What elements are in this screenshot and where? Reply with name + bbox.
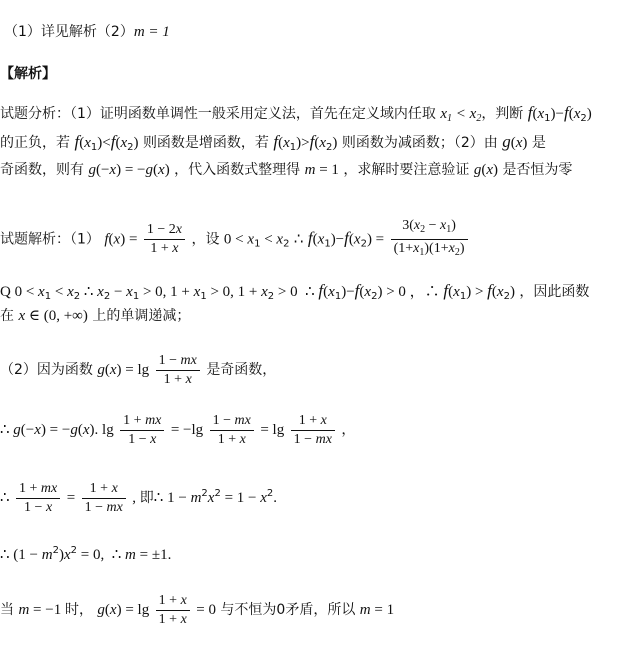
- solution-part2-line-2: ∴ g(−x) = −g(x). lg $\frac{1 + mx}{1 - x}$ = −lg $\frac{1 - mx}{1 + x}$ = lg $\frac{1 + x}{1 - mx}$ ，: [0, 412, 356, 447]
- answer-line: [4, 22, 170, 42]
- fraction: $\frac{1 - mx}{1 + x}$: [210, 413, 254, 448]
- fraction: $\frac{1 + x}{1 - mx}$: [291, 413, 335, 448]
- solution-line-2: Q $0 < x_1 < x_2$ ∴ $x_2 - x_1 > 0$, $1 + x_1 > 0$, $1 + x_2 > 0$ ∴ $f(x_1)-f(x_2) > 0$ ，∴ $f(x_1) > f(x_2)$ ，因此函数: [0, 281, 590, 302]
- solution-line-3: 在 x ∈ (0, +∞) 上的单调递减；: [0, 308, 191, 324]
- fraction: $\frac{1 - 2x}{1 + x}$: [144, 222, 185, 257]
- solution-part2-line-1: （2）因为函数 g(x) = lg $\frac{1 - mx}{1 + x}$ 是奇函数，: [0, 352, 277, 387]
- analysis-line-3: 奇函数，则有 g(−x) = −g(x) ，代入函数式整理得 m = 1 ，求解时要注意验证 g(x) 是否恒为零: [0, 162, 573, 178]
- solution-part2-line-4: ∴ $(1 - m^2)x^2 = 0$, ∴ m = ±1.: [0, 545, 172, 563]
- fraction: $\frac{1 - mx}{1 + x}$: [156, 353, 200, 388]
- answer-math: m = 1: [133, 24, 170, 40]
- answer-part1: （1）详见解析（2）: [4, 24, 134, 40]
- fraction: $\frac{1 + mx}{1 - x}$: [16, 481, 60, 516]
- solution-final-line: 当 m = −1 时， g(x) = lg $\frac{1 + x}{1 + x}$ = 0 与不恒为0矛盾，所以 m = 1: [0, 592, 395, 627]
- solution-part2-line-3: ∴ $\frac{1 + mx}{1 - x}$ = $\frac{1 + x}{1 - mx}$ , 即∴ $1 - m^2x^2 = 1 - x^2$.: [0, 480, 278, 515]
- fraction: $\frac{1 + mx}{1 - x}$: [120, 413, 164, 448]
- fraction: $\frac{3(x_2 - x_1)}{(1+x_1)(1+x_2)}$: [391, 218, 468, 261]
- fraction: $\frac{1 + x}{1 + x}$: [156, 593, 190, 628]
- analysis-line-2: 的正负，若 $f(x_1)<f(x_2)$ 则函数是增函数，若 $f(x_1)>f(x_2)$ 则函数为减函数；（2）由 g(x) 是: [0, 132, 546, 153]
- fraction: $\frac{1 + x}{1 - mx}$: [82, 481, 126, 516]
- analysis-header: 【解析】: [0, 66, 56, 82]
- analysis-line-1: 试题分析：（1）证明函数单调性一般采用定义法，首先在定义域内任取 $x_1 < x_2$，判断 $f(x_1)-f(x_2)$: [0, 103, 592, 124]
- solution-line-1: 试题解析：（1） f(x) = $\frac{1 - 2x}{1 + x}$ ，设 $0 < x_1 < x_2$ ∴ $f(x_1)-f(x_2)$ = $\frac{3(x_2 - x_1)}{(1+x_1)(1+x_2)}$: [0, 218, 470, 263]
